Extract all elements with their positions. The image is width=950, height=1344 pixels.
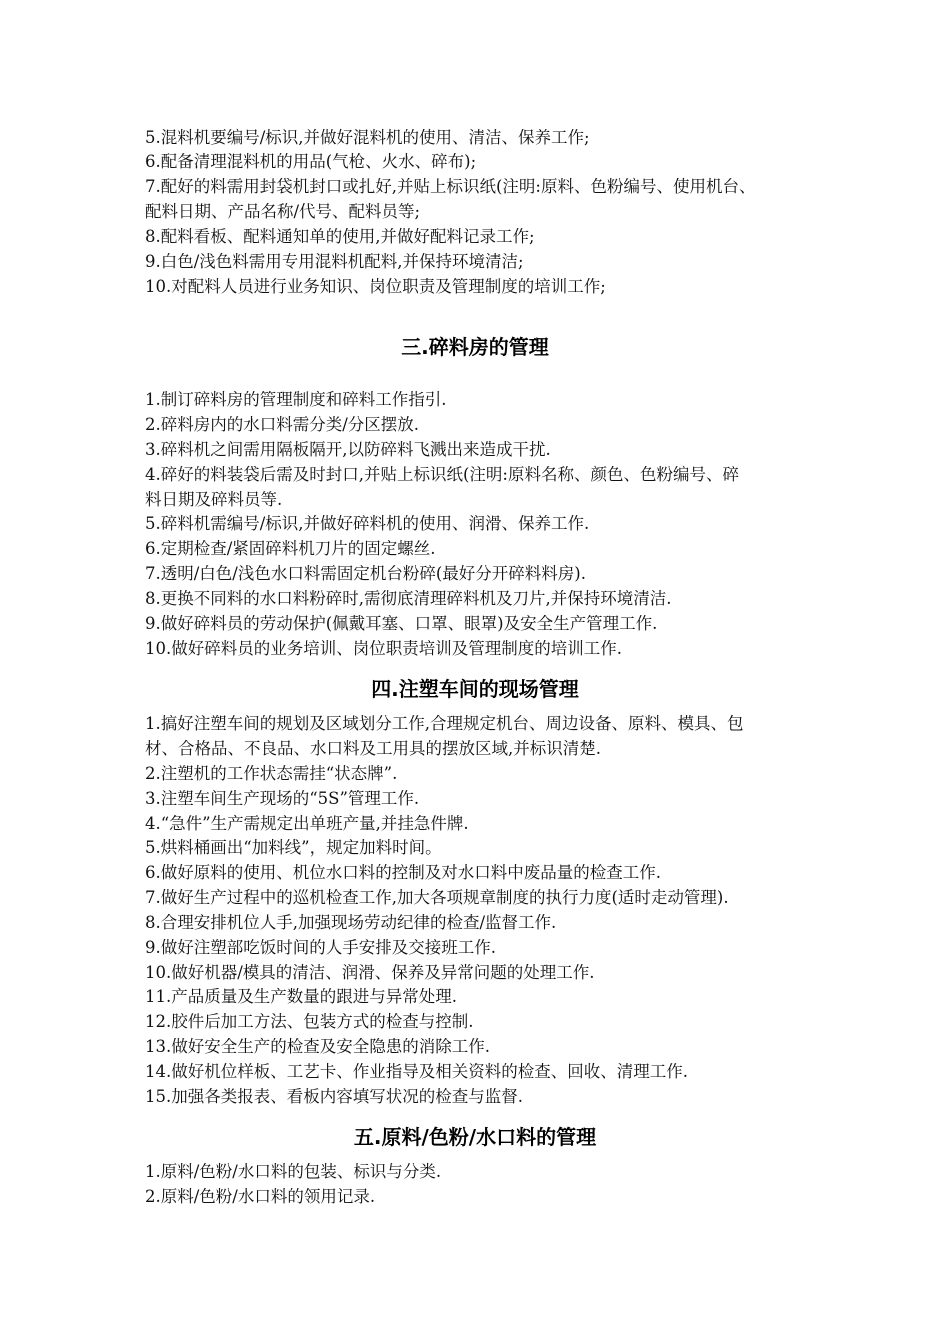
list-item: 2.原料/色粉/水口料的领用记录. [145,1187,376,1206]
list-item: 11.产品质量及生产数量的跟进与异常处理. [145,987,457,1006]
list-item: 5.混料机要编号/标识,并做好混料机的使用、清洁、保养工作; [145,128,590,147]
list-item: 配料日期、产品名称/代号、配料员等; [145,202,421,221]
list-item: 9.做好注塑部吃饭时间的人手安排及交接班工作. [145,938,496,957]
list-item: 材、合格品、不良品、水口料及工用具的摆放区域,并标识清楚. [145,739,601,758]
list-item: 15.加强各类报表、看板内容填写状况的检查与监督. [145,1087,523,1106]
list-item: 6.配备清理混料机的用品(气枪、火水、碎布); [145,152,477,171]
list-item: 14.做好机位样板、工艺卡、作业指导及相关资料的检查、回收、清理工作. [145,1062,688,1081]
list-item: 8.配料看板、配料通知单的使用,并做好配料记录工作; [145,227,535,246]
list-item: 8.合理安排机位人手,加强现场劳动纪律的检查/监督工作. [145,913,557,932]
list-item: 料日期及碎料员等. [145,490,283,509]
list-item: 1.搞好注塑车间的规划及区域划分工作,合理规定机台、周边设备、原料、模具、包 [145,714,744,733]
list-item: 10.做好机器/模具的清洁、润滑、保养及异常问题的处理工作. [145,963,595,982]
list-item: 7.配好的料需用封袋机封口或扎好,并贴上标识纸(注明:原料、色粉编号、使用机台、 [145,177,756,196]
list-item: 5.烘料桶画出“加料线”，规定加料时间。 [145,838,442,857]
list-item: 1.制订碎料房的管理制度和碎料工作指引. [145,390,447,409]
list-item: 7.做好生产过程中的巡机检查工作,加大各项规章制度的执行力度(适时走动管理). [145,888,729,907]
list-item: 2.碎料房内的水口料需分类/分区摆放. [145,415,420,434]
list-item: 5.碎料机需编号/标识,并做好碎料机的使用、润滑、保养工作. [145,514,590,533]
list-item: 3.碎料机之间需用隔板隔开,以防碎料飞溅出来造成干扰. [145,440,551,459]
list-item: 9.白色/浅色料需用专用混料机配料,并保持环境清洁; [145,252,524,271]
list-item: 1.原料/色粉/水口料的包装、标识与分类. [145,1162,442,1181]
list-item: 3.注塑车间生产现场的“5S”管理工作. [145,789,420,808]
list-item: 12.胶件后加工方法、包装方式的检查与控制. [145,1012,474,1031]
list-item: 4.碎好的料装袋后需及时封口,并贴上标识纸(注明:原料名称、颜色、色粉编号、碎 [145,465,739,484]
list-item: 7.透明/白色/浅色水口料需固定机台粉碎(最好分开碎料料房). [145,564,586,583]
list-item: 10.对配料人员进行业务知识、岗位职责及管理制度的培训工作; [145,277,606,296]
list-item: 6.定期检查/紧固碎料机刀片的固定螺丝. [145,539,436,558]
list-item: 8.更换不同料的水口料粉碎时,需彻底清理碎料机及刀片,并保持环境清洁. [145,589,672,608]
list-item: 10.做好碎料员的业务培训、岗位职责培训及管理制度的培训工作. [145,639,622,658]
list-item: 4.“急件”生产需规定出单班产量,并挂急件牌. [145,814,469,833]
section-heading: 五.原料/色粉/水口料的管理 [353,1125,597,1149]
list-item: 13.做好安全生产的检查及安全隐患的消除工作. [145,1037,490,1056]
list-item: 9.做好碎料员的劳动保护(佩戴耳塞、口罩、眼罩)及安全生产管理工作. [145,614,658,633]
section-heading: 四.注塑车间的现场管理 [371,677,579,701]
section-heading: 三.碎料房的管理 [401,335,549,359]
list-item: 6.做好原料的使用、机位水口料的控制及对水口料中废品量的检查工作. [145,863,661,882]
list-item: 2.注塑机的工作状态需挂“状态牌”. [145,764,398,783]
